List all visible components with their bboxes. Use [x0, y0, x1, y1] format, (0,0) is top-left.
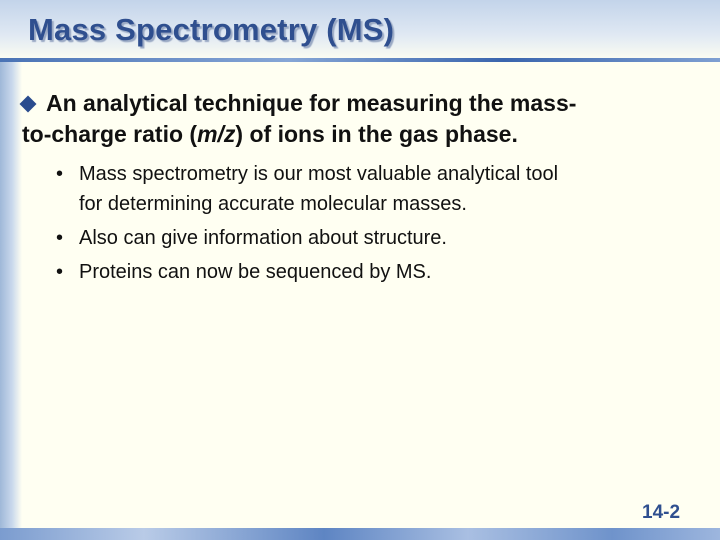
bullet-dot-icon: •: [56, 163, 64, 185]
sub-bullet-item: [56, 255, 706, 289]
main-bullet-line-2-suffix: ) of ions in the gas phase.: [235, 121, 518, 147]
slide-number: 14-2: [642, 502, 681, 523]
sub-bullet-item: [56, 157, 706, 221]
sub-bullet-line-2: for determining accurate molecular masses.: [79, 193, 467, 215]
main-bullet: [22, 88, 702, 150]
main-bullet-line-2-prefix: to-charge ratio (: [22, 121, 198, 147]
sub-bullet-item: [56, 221, 706, 255]
mz-term: m/z: [197, 121, 236, 147]
main-bullet-line-2: [22, 119, 702, 150]
bottom-decorative-rule: [0, 528, 720, 540]
bullet-dot-icon: •: [56, 261, 64, 283]
slide-title: Mass Spectrometry (MS): [28, 12, 395, 47]
bullet-dot-icon: •: [56, 227, 64, 249]
sub-bullet-text: Proteins can now be sequenced by MS.: [79, 261, 432, 283]
main-bullet-line-1: An analytical technique for measuring the mass-: [46, 90, 577, 116]
title-underline-rule: [0, 58, 720, 62]
sub-bullet-text: Also can give information about structure.: [79, 227, 447, 249]
sub-bullet-list: [56, 157, 706, 289]
left-decorative-band: [0, 0, 22, 540]
sub-bullet-text: [79, 157, 706, 221]
sub-bullet-line-1: Mass spectrometry is our most valuable analytical tool: [79, 163, 559, 185]
main-bullet-text: [22, 88, 702, 150]
